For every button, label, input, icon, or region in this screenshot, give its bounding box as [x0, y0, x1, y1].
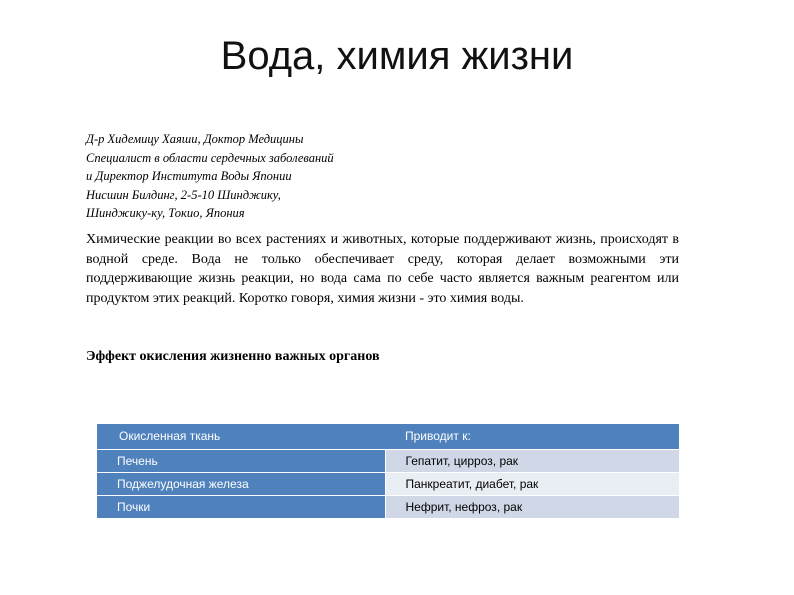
author-city-line: Шинджику-ку, Токио, Япония	[86, 206, 245, 220]
table-cell-tissue: Печень	[97, 449, 385, 472]
table-header-row	[97, 424, 679, 449]
table-cell-tissue: Поджелудочная железа	[97, 472, 385, 495]
table-header-tissue: Окисленная ткань	[97, 424, 385, 449]
table-cell-result: Нефрит, нефроз, рак	[385, 495, 679, 518]
author-name-line: Д-р Хидемицу Хаяши, Доктор Медицины	[86, 132, 304, 146]
author-position-line: и Директор Института Воды Японии	[86, 169, 292, 183]
table-header-result: Приводит к:	[385, 424, 679, 449]
author-address-line: Нисшин Билдинг, 2-5-10 Шинджику,	[86, 187, 281, 202]
body-paragraph: Химические реакции во всех растениях и животных, которые поддерживают жизнь, происходят в водной среде. Вода не только обеспечивает среду, которая делает возможными эти поддерживающие жизнь реакции, но вода сама по себе часто является важным реагентом или продуктом этих реакций. Коротко говоря, химия жизни - это химия воды.	[86, 232, 679, 306]
author-specialty-line: Специалист в области сердечных заболеваний	[86, 150, 334, 165]
table-row	[97, 495, 679, 518]
organ-oxidation-table	[97, 424, 679, 518]
table-row	[97, 449, 679, 472]
table-cell-tissue: Почки	[97, 495, 385, 518]
table-cell-result: Панкреатит, диабет, рак	[385, 472, 679, 495]
table-row	[97, 472, 679, 495]
author-block	[86, 130, 334, 223]
table-cell-result: Гепатит, цирроз, рак	[385, 449, 679, 472]
page-title: Вода, химия жизни	[220, 34, 574, 78]
section-heading: Эффект окисления жизненно важных органов	[86, 349, 380, 364]
